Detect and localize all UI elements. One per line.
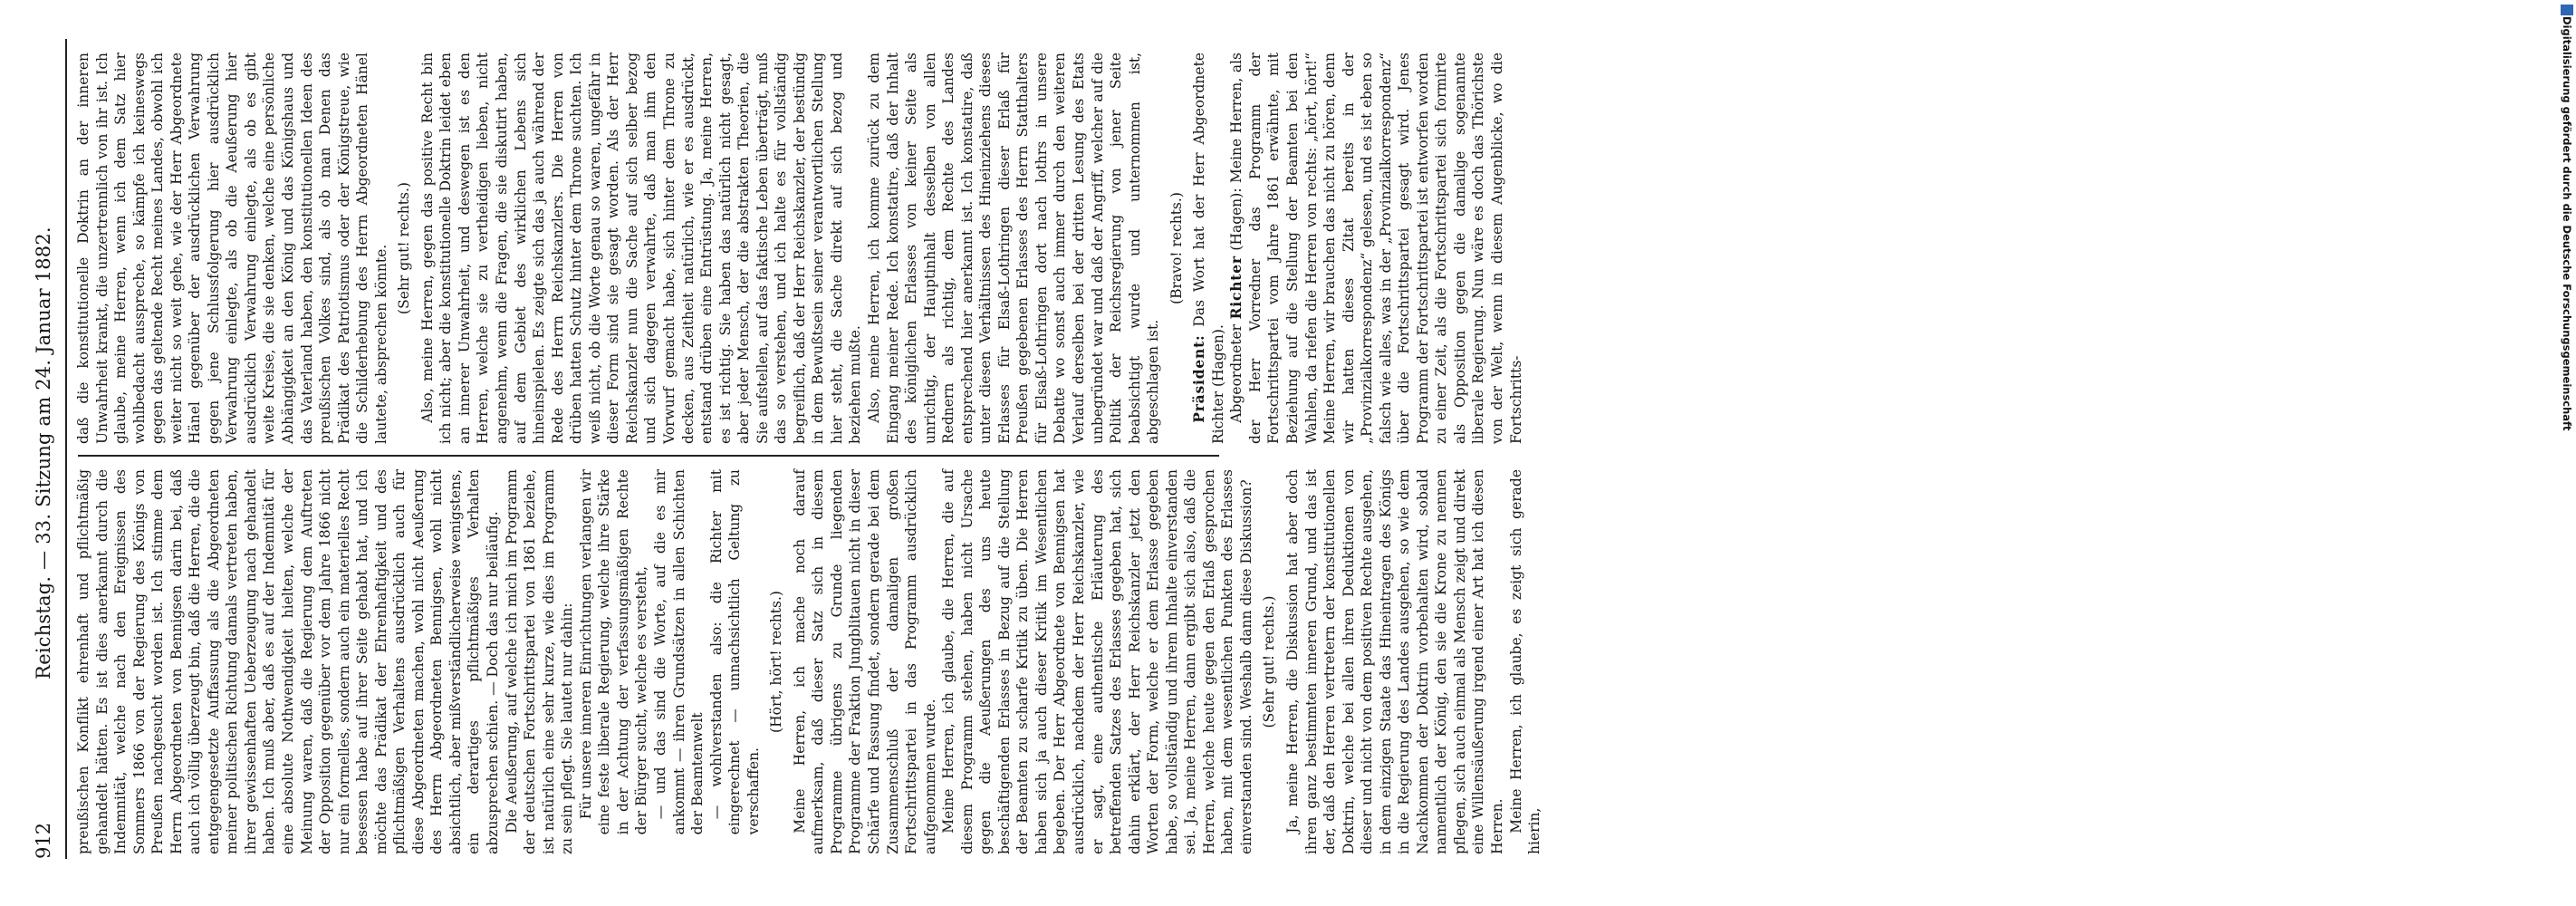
paragraph: preußischen Konflikt ehrenhaft und pflichtmäßig gehandelt hätten. Es ist dies anerkannt durch die Indemnität, welche nach den Ereignissen des Sommers 1866 von der Regierung des Königs von Preußen nachgesucht worden ist. Ich stimme dem Herrn Abgeordneten von Bennigsen darin bei, daß auch ich völlig überzeugt bin, daß die Herren, die die entgegengesetzte Auffassung als die Abgeordneten meiner politischen Richtung damals vertreten haben, ihrer gewissenhaften Ueberzeugung nach gehandelt haben. Ich muß aber, daß es auf der Indemnität für eine absolute Nothwendigkeit hielten, welche der Meinung waren, daß die Regierung dem Auftreten der Opposition gegenüber vor dem Jahre 1866 nicht nur ein formelles, sondern auch ein materielles Recht besessen habe auf ihrer Seite gehabt hat, und ich möchte das Prädikat der Ehrenhaftigkeit und des pflichtmäßigen Verhaltens ausdrücklich auch für diese Abgeordneten machen, wohl nicht Aeußerung des Herrn Abgeordneten Bennigsen, wohl nicht absichtlich, aber mißverständlicherweise wenigstens, ein derartiges pflichtmäßiges Verhalten abzusprechen schien. — Doch das nur beiläufig. [75, 469, 502, 854]
header-rule [65, 39, 67, 859]
speech-paragraph [1227, 53, 1525, 444]
paragraph: Also, meine Herren, ich komme zurück zu dem Eingang meiner Rede. Ich konstatire, daß der Inhalt des königlichen Erlasses von keiner Seite als unrichtig, der Hauptinhalt desselben von allen Rednern als richtig, dem Rechte des Landes entsprechend hier anerkannt ist. Ich konstatire, daß unter diesen Verhältnissen des Hineinziehens dieses Erlasses für Elsaß-Lothringen dieser Erlaß für Preußen gegebenen Erlasses des Herrn Statthalters für Elsaß-Lothringen dort nach lothrs in unsere Debatte wo sonst auch immer durch den weiteren Verlauf derselben bei der dritten Lesung des Etats unbegründet war und daß der Angriff, welcher auf die Politik der Reichsregierung von jener Seite beabsichtigt wurde und unternommen ist, abgeschlagen ist. [865, 53, 1162, 444]
speaker-name: Richter [1227, 255, 1245, 320]
speech-text: (Hagen): Meine Herren, als der Herr Vorredner das Programm der Fortschrittspartei vom Jahre 1861 erwähnte, mit Beziehung auf die Stellung der Beamten bei den Wahlen, da riefen die Herren von rechts: „hört, hört!“ Meine Herren, wir brauchen das nicht zu hören, denn wir hatten dieses Zitat bereits in der „Provinzialkorrespondenz“ gelesen, und es ist eben so falsch wie alles, was in der „Provinzialkorrespondenz“ über die Fortschrittspartei gesagt wird. Jenes Programm der Fortschrittspartei ist entworfen worden zu einer Zeit, als die Fortschrittspartei sich formirte als Opposition gegen die damalige sogenannte liberale Regierung. Nun wäre es doch das Thörichste von der Welt, wenn in diesem Augenblicke, wo die Fortschritts- [1228, 53, 1524, 444]
left-column [74, 469, 1544, 854]
paragraph: Meine Herren, ich glaube, die Herren, die auf diesem Programm stehen, haben nicht Ursache gegen die Aeußerungen des uns heute beschäftigenden Erlasses in Bezug auf die Stellung der Beamten zu scharfe Kritik zu üben. Die Herren haben sich ja auch dieser Kritik im Wesentlichen begeben. Der Herr Abgeordnete von Bennigsen hat ausdrücklich, nachdem der Herr Reichskanzler, wie er sagt, eine authentische Erläuterung des betreffenden Satzes des Erlasses gegeben hat, sich dahin erklärt, der Herr Reichskanzler jetzt den Worten der Form, welche er dem Erlasse gegeben habe, so vollständig und ihrem Inhalte einverstanden sei. Ja, meine Herren, dann ergibt sich also, daß die Herren, welche heute gegen den Erlaß gesprochen haben, mit dem wesentlichen Punkten des Erlasses einverstanden sind. Weshalb dann diese Diskussion? [940, 469, 1254, 854]
quoted-passage: Für unsere inneren Einrichtungen verlangen wir eine feste liberale Regierung, welche ihre Stärke in der Achtung der verfassungsmäßigen Rechte der Bürger sucht, welche es versteht, [577, 469, 650, 835]
column-divider [78, 455, 1219, 457]
paragraph: Also, meine Herren, gegen das positive Recht bin ich nicht; aber die konstitutionelle Doktrin leidet eben an innerer Unwahrheit, und deswegen ist es den Herren, welche sie zu vertheidigen lieben, nicht angenehm, wenn die Fragen, die sie diskutirt haben, auf dem Gebiet des wirklichen Lebens sich hineinspielen. Es zeigte sich das ja auch während der Rede des Herrn Reichskanzlers. Die Herren von drüben hatten Schutz hinter dem Throne suchten. Ich weiß nicht, ob die Worte genau so waren, ungefähr in dieser Form sind sie gesagt worden. Als der Herr Reichskanzler nun die Sache auf sich selber bezog und sich dagegen verwahrte, daß man ihm den Vorwurf gemacht habe, sich hinter dem Throne zu decken, aus Zeitheit natürlich, wie er es ausdrückt, entstand drüben eine Entrüstung. Ja, meine Herren, es ist richtig. Sie haben das natürlich nicht gesagt, aber jeder Mensch, der die abstrakten Theorien, die Sie aufstellen, auf das faktische Leben überträgt, muß das so verstehen, und ich halte es für vollständig begreiflich, daß der Herr Reichskanzler, der bestündig in dem Bewußtsein seiner verantwortlichen Stellung hier steht, die Sache direkt auf sich bezog und beziehen mußte. [418, 53, 864, 444]
interjection: (Sehr gut! rechts.) [1261, 595, 1278, 728]
paragraph: daß die konstitutionelle Doktrin an der inneren Unwahrheit krankt, die unzertrennlich von ihr ist. Ich glaube, meine Herren, wenn ich dem Satz hier wohlbedacht ausspreche, so kämpfe ich keineswegs gegen das geltende Recht meines Landes, obwohl ich weiter nicht so weit gehe, wie der Herr Abgeordnete Hänel gegenüber der ausdrücklichen Verwahrung gegen jene Schlussfolgerung hier ausdrücklich Verwahrung einlegte, als ob die Aeußerung hier ausdrücklich Verwahrung einlegte, als ob es gibt weite Kreise, die sie denken, welche eine persönliche Abhängigkeit an den König und das Königshaus und das Vaterland haben, den konstitutionellen Ideen des preußischen Volkes sind, als ob man Denen das Prädikat des Patriotismus oder der Königstreue, wie die Schilderhebung des Herrn Abgeordneten Hänel lautete, absprechen könnte. [75, 53, 389, 444]
paragraph: Ja, meine Herren, die Diskussion hat aber doch ihren ganz bestimmten inneren Grund, und das ist der, daß den Herren vertretern der konstitutionellen Doktrin, welche bei allen ihren Deduktionen von dieser und nicht von dem positiven Rechte ausgehen, in dem einzigen Staate das Hineintragen des Königs in die Regierung des Landes ausgehen, so wie dem Nachkommen der Doktrin vorbehalten wird, sobald namentlich der König, den sie die Krone zu nennen pflegen, sich auch einmal als Mensch zeigt und direkt eine Willensäußerung irgend einer Art hat ich diesen Herren. [1284, 469, 1506, 854]
page-number: 912 [33, 822, 54, 859]
quoted-passage: — und das sind die Worte, auf die es mir ankommt — ihren Grundsätzen in allen Schichten der Beamtenwelt [651, 469, 706, 835]
running-head [33, 0, 54, 906]
speaker-intro: Abgeordneter [1228, 323, 1245, 423]
dfg-logo-icon [2561, 5, 2573, 15]
dfg-credit-text: Digitalisierung gefördert durch die Deutsche Forschungsgemeinschaft [2561, 16, 2573, 431]
running-head-text: Reichstag. — 33. Sitzung am 24. Januar 1882. [33, 226, 54, 680]
page-header [33, 0, 60, 906]
interjection: (Hört, hört! rechts.) [768, 591, 785, 733]
paragraph: Meine Herren, ich glaube, es zeigt sich gerade hierin, [1507, 469, 1543, 854]
interjection: (Sehr gut! rechts.) [396, 182, 413, 314]
paragraph: Meine Herren, ich mache noch darauf aufmerksam, daß dieser Satz sich in diesem Programme übrigens zu Grunde liegenden Programme der Fraktion Jungblitauen nicht in dieser Schärfe und Fassung findet, sondern gerade bei dem Zusammenschluß der damaligen großen Fortschrittspartei in das Programm ausdrücklich aufgenommen wurde. [791, 469, 938, 854]
president-label: Präsident: [1190, 334, 1208, 423]
president-statement [1190, 53, 1227, 444]
dfg-credit [2558, 0, 2576, 906]
right-column [74, 53, 1525, 444]
paragraph: Die Aeußerung, auf welche ich mich im Programm der deutschen Fortschrittspartei von 1861 beziehe, ist natürlich eine sehr kurze, wie dies im Programm zu sein pflegt. Sie lautet nur dahin: [503, 469, 576, 854]
president-text: Das Wort hat der Herr Abgeordnete Richter (Hagen). [1191, 53, 1226, 444]
interjection: (Bravo! rechts.) [1168, 192, 1185, 304]
quoted-passage: — wohlverstanden also: die Richter mit eingerechnet — unnachsichtlich Geltung zu verschaffen. [707, 469, 762, 835]
